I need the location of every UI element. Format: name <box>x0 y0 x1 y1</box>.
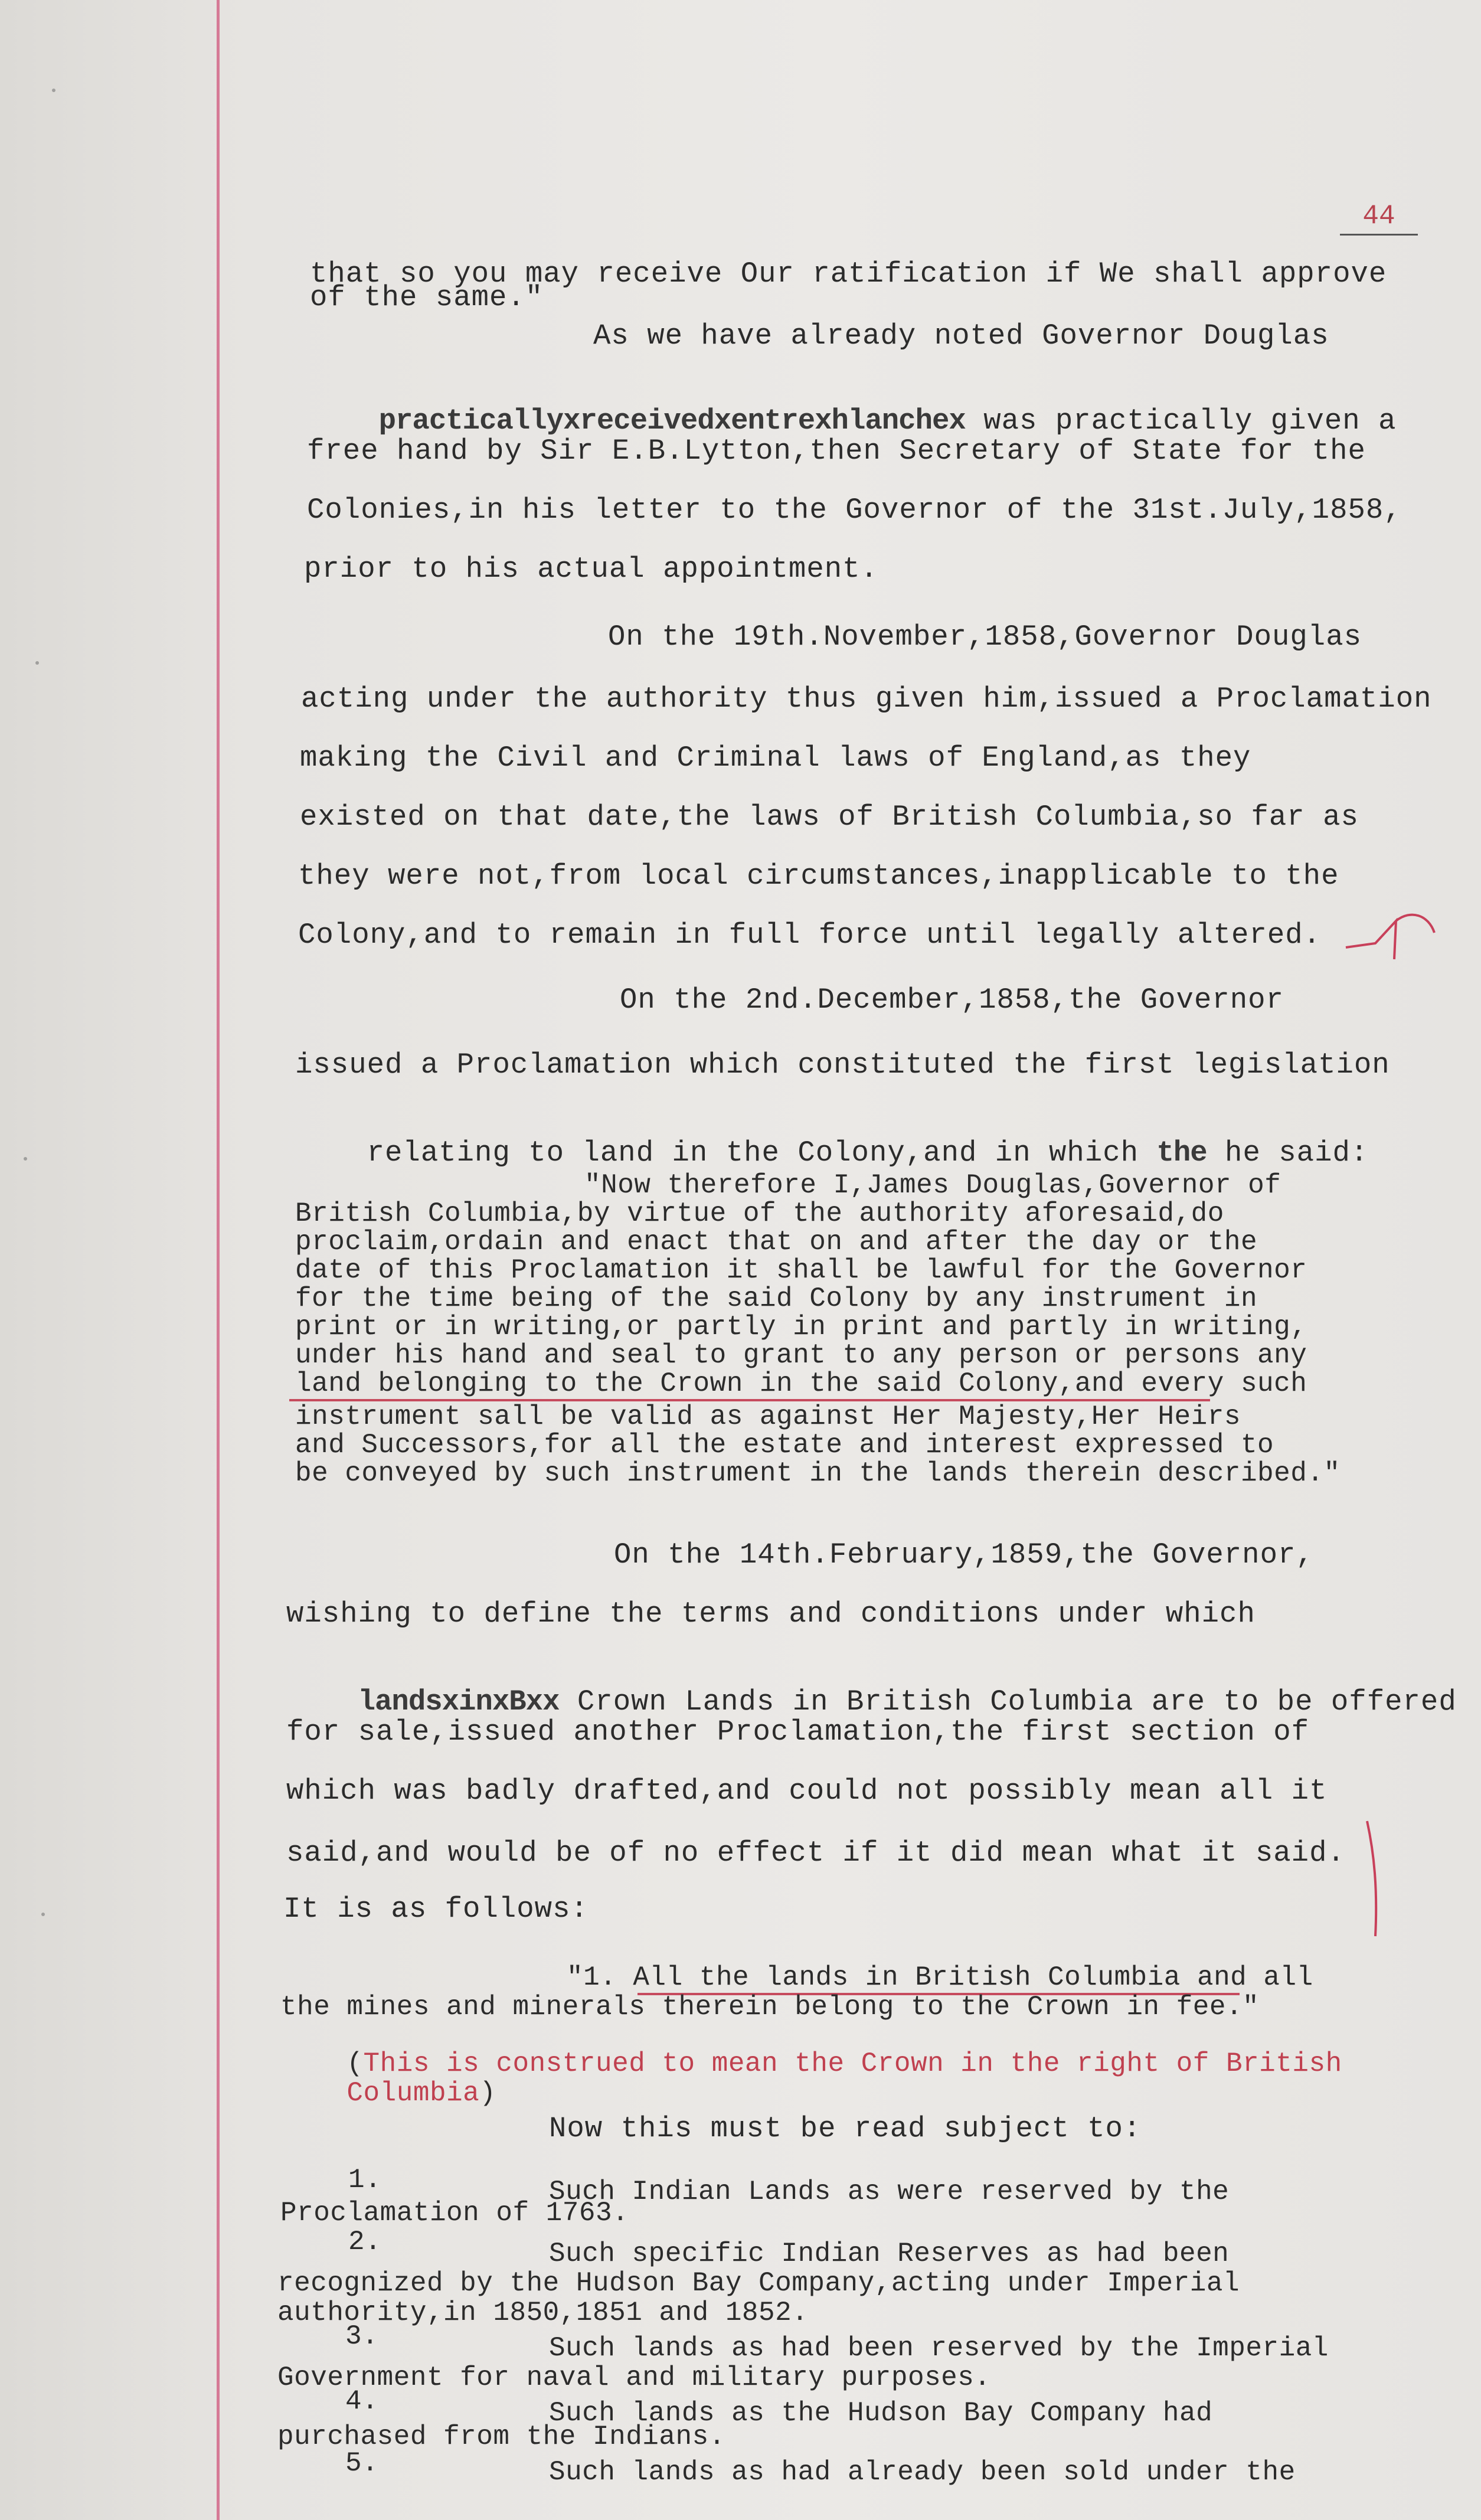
paren-close: ) <box>479 2078 496 2109</box>
list-text: Proclamation of 1763. <box>280 2198 629 2228</box>
quote-line: "1. All the lands in British Columbia and all <box>567 1962 1313 1993</box>
text-line: As we have already noted Governor Douglas <box>593 319 1329 352</box>
list-text: recognized by the Hudson Bay Company,acting under Imperial <box>277 2268 1240 2299</box>
text-line: acting under the authority thus given him,issued a Proclamation <box>301 682 1432 715</box>
list-text: Such lands as the Hudson Bay Company had <box>549 2398 1213 2429</box>
paren-open: ( <box>346 2048 364 2079</box>
text-line: he said: <box>1207 1136 1369 1169</box>
quote-line: under his hand and seal to grant to any person or persons any <box>295 1340 1307 1371</box>
text-line: issued a Proclamation which constituted the first legislation <box>295 1048 1390 1081</box>
punch-mark <box>35 661 39 665</box>
list-number: 4. <box>345 2386 379 2417</box>
text-line: prior to his actual appointment. <box>304 553 878 586</box>
text-line: Crown Lands in British Columbia are to be offered <box>559 1685 1457 1718</box>
text-line: free hand by Sir E.B.Lytton,then Secretary of State for the <box>307 434 1366 468</box>
quote-line: instrument sall be valid as against Her Majesty,Her Heirs <box>295 1401 1241 1432</box>
quote-line: be conveyed by such instrument in the lands therein described." <box>295 1458 1341 1489</box>
quote-line: British Columbia,by virtue of the authority aforesaid,do <box>295 1198 1224 1229</box>
margin-rule <box>217 0 220 2520</box>
list-text: Such Indian Lands as were reserved by the <box>549 2176 1230 2207</box>
text-line: It is as follows: <box>283 1893 589 1926</box>
list-text: purchased from the Indians. <box>277 2421 725 2452</box>
text-line: which was badly drafted,and could not possibly mean all it <box>286 1774 1328 1808</box>
list-number: 2. <box>348 2227 382 2257</box>
text-line: said,and would be of no effect if it did mean what it said. <box>286 1836 1345 1869</box>
struck-text: practicallyxreceivedxentrexhlanchex <box>378 404 966 437</box>
list-text: Such lands as had been reserved by the Imperial <box>549 2333 1329 2364</box>
text-line: was practically given a <box>965 404 1397 437</box>
quote-line: "Now therefore I,James Douglas,Governor of <box>584 1170 1281 1201</box>
text-line: On the 2nd.December,1858,the Governor <box>620 983 1284 1017</box>
text-line: for sale,issued another Proclamation,the first section of <box>286 1715 1310 1748</box>
punch-mark <box>52 89 55 92</box>
quote-line: for the time being of the said Colony by any instrument in <box>295 1283 1258 1314</box>
list-text: Such specific Indian Reserves as had been <box>549 2238 1230 2269</box>
punch-mark <box>41 1913 45 1916</box>
list-number: 3. <box>345 2321 379 2352</box>
text-line: Colonies,in his letter to the Governor of the 31st.July,1858, <box>307 493 1402 527</box>
text-line: Colony,and to remain in full force until legally altered. <box>298 919 1322 952</box>
list-text: Government for naval and military purposes. <box>277 2362 991 2393</box>
text-line: On the 14th.February,1859,the Governor, <box>614 1538 1314 1571</box>
text-line: making the Civil and Criminal laws of England,as they <box>300 741 1251 774</box>
margin-bracket <box>1364 1818 1387 1942</box>
text-line: wishing to define the terms and conditions under which <box>286 1597 1256 1630</box>
quote-line: date of this Proclamation it shall be lawful for the Governor <box>295 1255 1307 1286</box>
list-text: authority,in 1850,1851 and 1852. <box>277 2297 809 2328</box>
red-annotation: This is construed to mean the Crown in the right of British <box>363 2048 1342 2079</box>
punch-mark <box>24 1157 27 1161</box>
text-line: that so you may receive Our ratification if We shall approve <box>310 257 1387 290</box>
list-number: 1. <box>348 2165 382 2195</box>
quote-line: the mines and minerals therein belong to the Crown in fee." <box>280 1992 1260 2022</box>
red-annotation: Columbia <box>346 2078 480 2109</box>
text-line: Now this must be read subject to: <box>549 2112 1142 2145</box>
page-number: 44 <box>1340 201 1418 236</box>
margin-checkmark <box>1340 897 1440 974</box>
quote-line: proclaim,ordain and enact that on and after the day or the <box>295 1227 1258 1257</box>
list-text: Such lands as had already been sold under the <box>549 2457 1296 2488</box>
struck-text: the <box>1156 1136 1207 1169</box>
text-line: they were not,from local circumstances,inapplicable to the <box>298 859 1339 893</box>
list-number: 5. <box>345 2448 379 2479</box>
quote-line: and Successors,for all the estate and interest expressed to <box>295 1430 1274 1460</box>
text-line: On the 19th.November,1858,Governor Douglas <box>608 620 1362 653</box>
text-line: existed on that date,the laws of British Columbia,so far as <box>300 800 1359 834</box>
quote-line: print or in writing,or partly in print and partly in writing, <box>295 1312 1307 1342</box>
struck-text: landsxinxBxx <box>358 1685 560 1718</box>
quote-line: land belonging to the Crown in the said Colony,and every such <box>295 1368 1307 1399</box>
text-line: relating to land in the Colony,and in which <box>367 1136 1157 1169</box>
text-line: of the same." <box>310 281 544 314</box>
